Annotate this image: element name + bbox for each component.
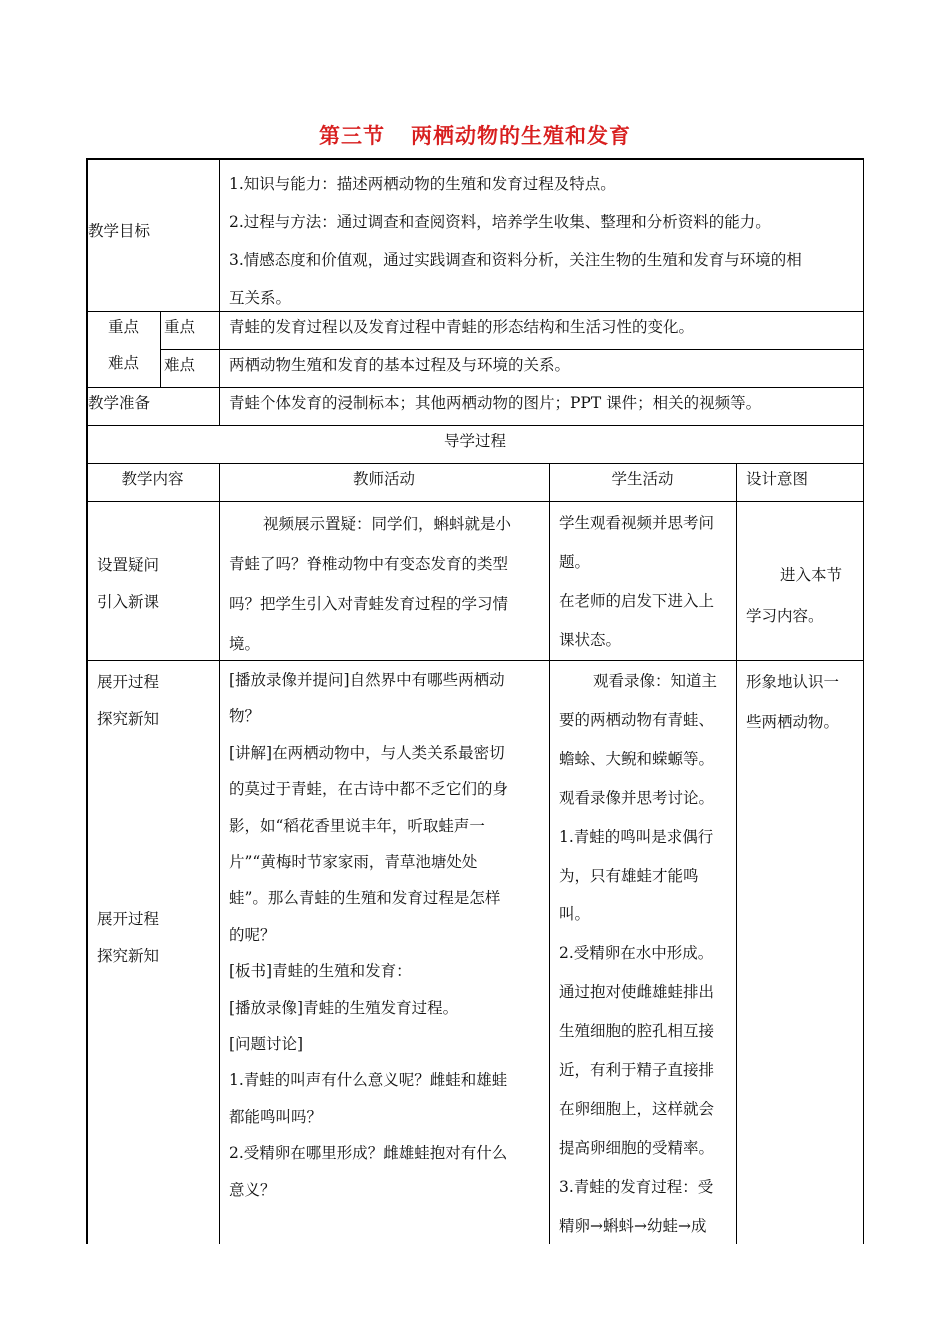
row2-design-intent: 形象地认识一 些两栖动物。 <box>746 673 840 731</box>
row2-content-top: 展开过程 探究新知 <box>97 673 160 728</box>
column-header-student: 学生活动 <box>611 470 674 488</box>
difficulties-label: 难点 <box>108 354 140 372</box>
process-heading: 导学过程 <box>443 432 506 450</box>
goals-label: 教学目标 <box>88 222 151 240</box>
key-point-sublabel: 重点 <box>164 318 196 336</box>
column-divider <box>736 463 737 1244</box>
column-header-teacher: 教师活动 <box>352 470 415 488</box>
row-divider <box>160 349 864 350</box>
column-divider <box>219 158 220 425</box>
difficulty-sublabel: 难点 <box>164 356 196 374</box>
row2-student-activity: 观看录像：知道主 要的两栖动物有青蛙、 蟾蜍、大鲵和蝾螈等。 观看录像并思考讨论。 1.青蛙的鸣叫是求偶行 为，只有雄蛙才能鸣 叫。 2.受精卵在水中形成。 通过抱对使雌雄蛙排出 生殖细胞的腔孔相互接 近，有利于精子直接排 在卵细胞上，这样就会 提高卵细胞的受精率。 3.青蛙的发育过程：受 精卵→蝌蚪→幼蛙→成 <box>559 672 718 1235</box>
section-number: 第三节 <box>319 124 385 148</box>
column-divider <box>160 311 161 387</box>
section-title: 两栖动物的生殖和发育 <box>411 124 631 148</box>
key-points-label: 重点 <box>108 318 140 336</box>
row2-content-bottom: 展开过程 探究新知 <box>97 910 160 965</box>
page-title <box>0 120 950 150</box>
goal-item: 1.知识与能力：描述两栖动物的生殖和发育过程及特点。 <box>229 175 616 193</box>
preparation-label: 教学准备 <box>88 394 151 412</box>
key-point-text: 青蛙的发育过程以及发育过程中青蛙的形态结构和生活习性的变化。 <box>229 318 695 336</box>
column-header-content: 教学内容 <box>121 470 184 488</box>
goals-list <box>229 165 802 317</box>
row1-teacher-activity: 视频展示置疑：同学们，蝌蚪就是小 青蛙了吗？脊椎动物中有变态发育的类型 吗？把学生引入对青蛙发育过程的学习情 境。 <box>229 515 512 653</box>
row-divider <box>86 463 864 464</box>
column-header-design: 设计意图 <box>746 470 809 488</box>
row-divider <box>86 387 864 388</box>
goal-item: 2.过程与方法：通过调查和查阅资料，培养学生收集、整理和分析资料的能力。 <box>229 213 771 231</box>
row-divider <box>86 425 864 426</box>
difficulty-text: 两栖动物生殖和发育的基本过程及与环境的关系。 <box>229 356 571 374</box>
row1-student-activity: 学生观看视频并思考问 题。 在老师的启发下进入上 课状态。 <box>559 514 715 649</box>
row1-design-intent: 进入本节 学习内容。 <box>746 566 843 625</box>
column-divider <box>549 463 550 1244</box>
column-divider <box>219 463 220 1244</box>
goal-item: 互关系。 <box>229 289 292 307</box>
preparation-text: 青蛙个体发育的浸制标本；其他两栖动物的图片；PPT 课件；相关的视频等。 <box>229 394 762 412</box>
row2-teacher-activity: [播放录像并提问]自然界中有哪些两栖动 物？ [讲解]在两栖动物中，与人类关系最密切 的莫过于青蛙，在古诗中都不乏它们的身 影，如“稻花香里说丰年，听取蛙声一 片”“黄梅时节家家雨，青草池塘处处 蛙”。那么青蛙的生殖和发育过程是怎样 的呢？ [板书]青蛙的生殖和发育： [播放录像]青蛙的生殖发育过程。 [问题讨论] 1.青蛙的叫声有什么意义呢？雌蛙和雄蛙 都能鸣叫吗？ 2.受精卵在哪里形成？雌雄蛙抱对有什么 意义？ <box>229 671 509 1199</box>
row1-content: 设置疑问 引入新课 <box>97 556 160 611</box>
goal-item: 3.情感态度和价值观，通过实践调查和资料分析，关注生物的生殖和发育与环境的相 <box>229 251 802 269</box>
row-divider <box>86 501 864 502</box>
